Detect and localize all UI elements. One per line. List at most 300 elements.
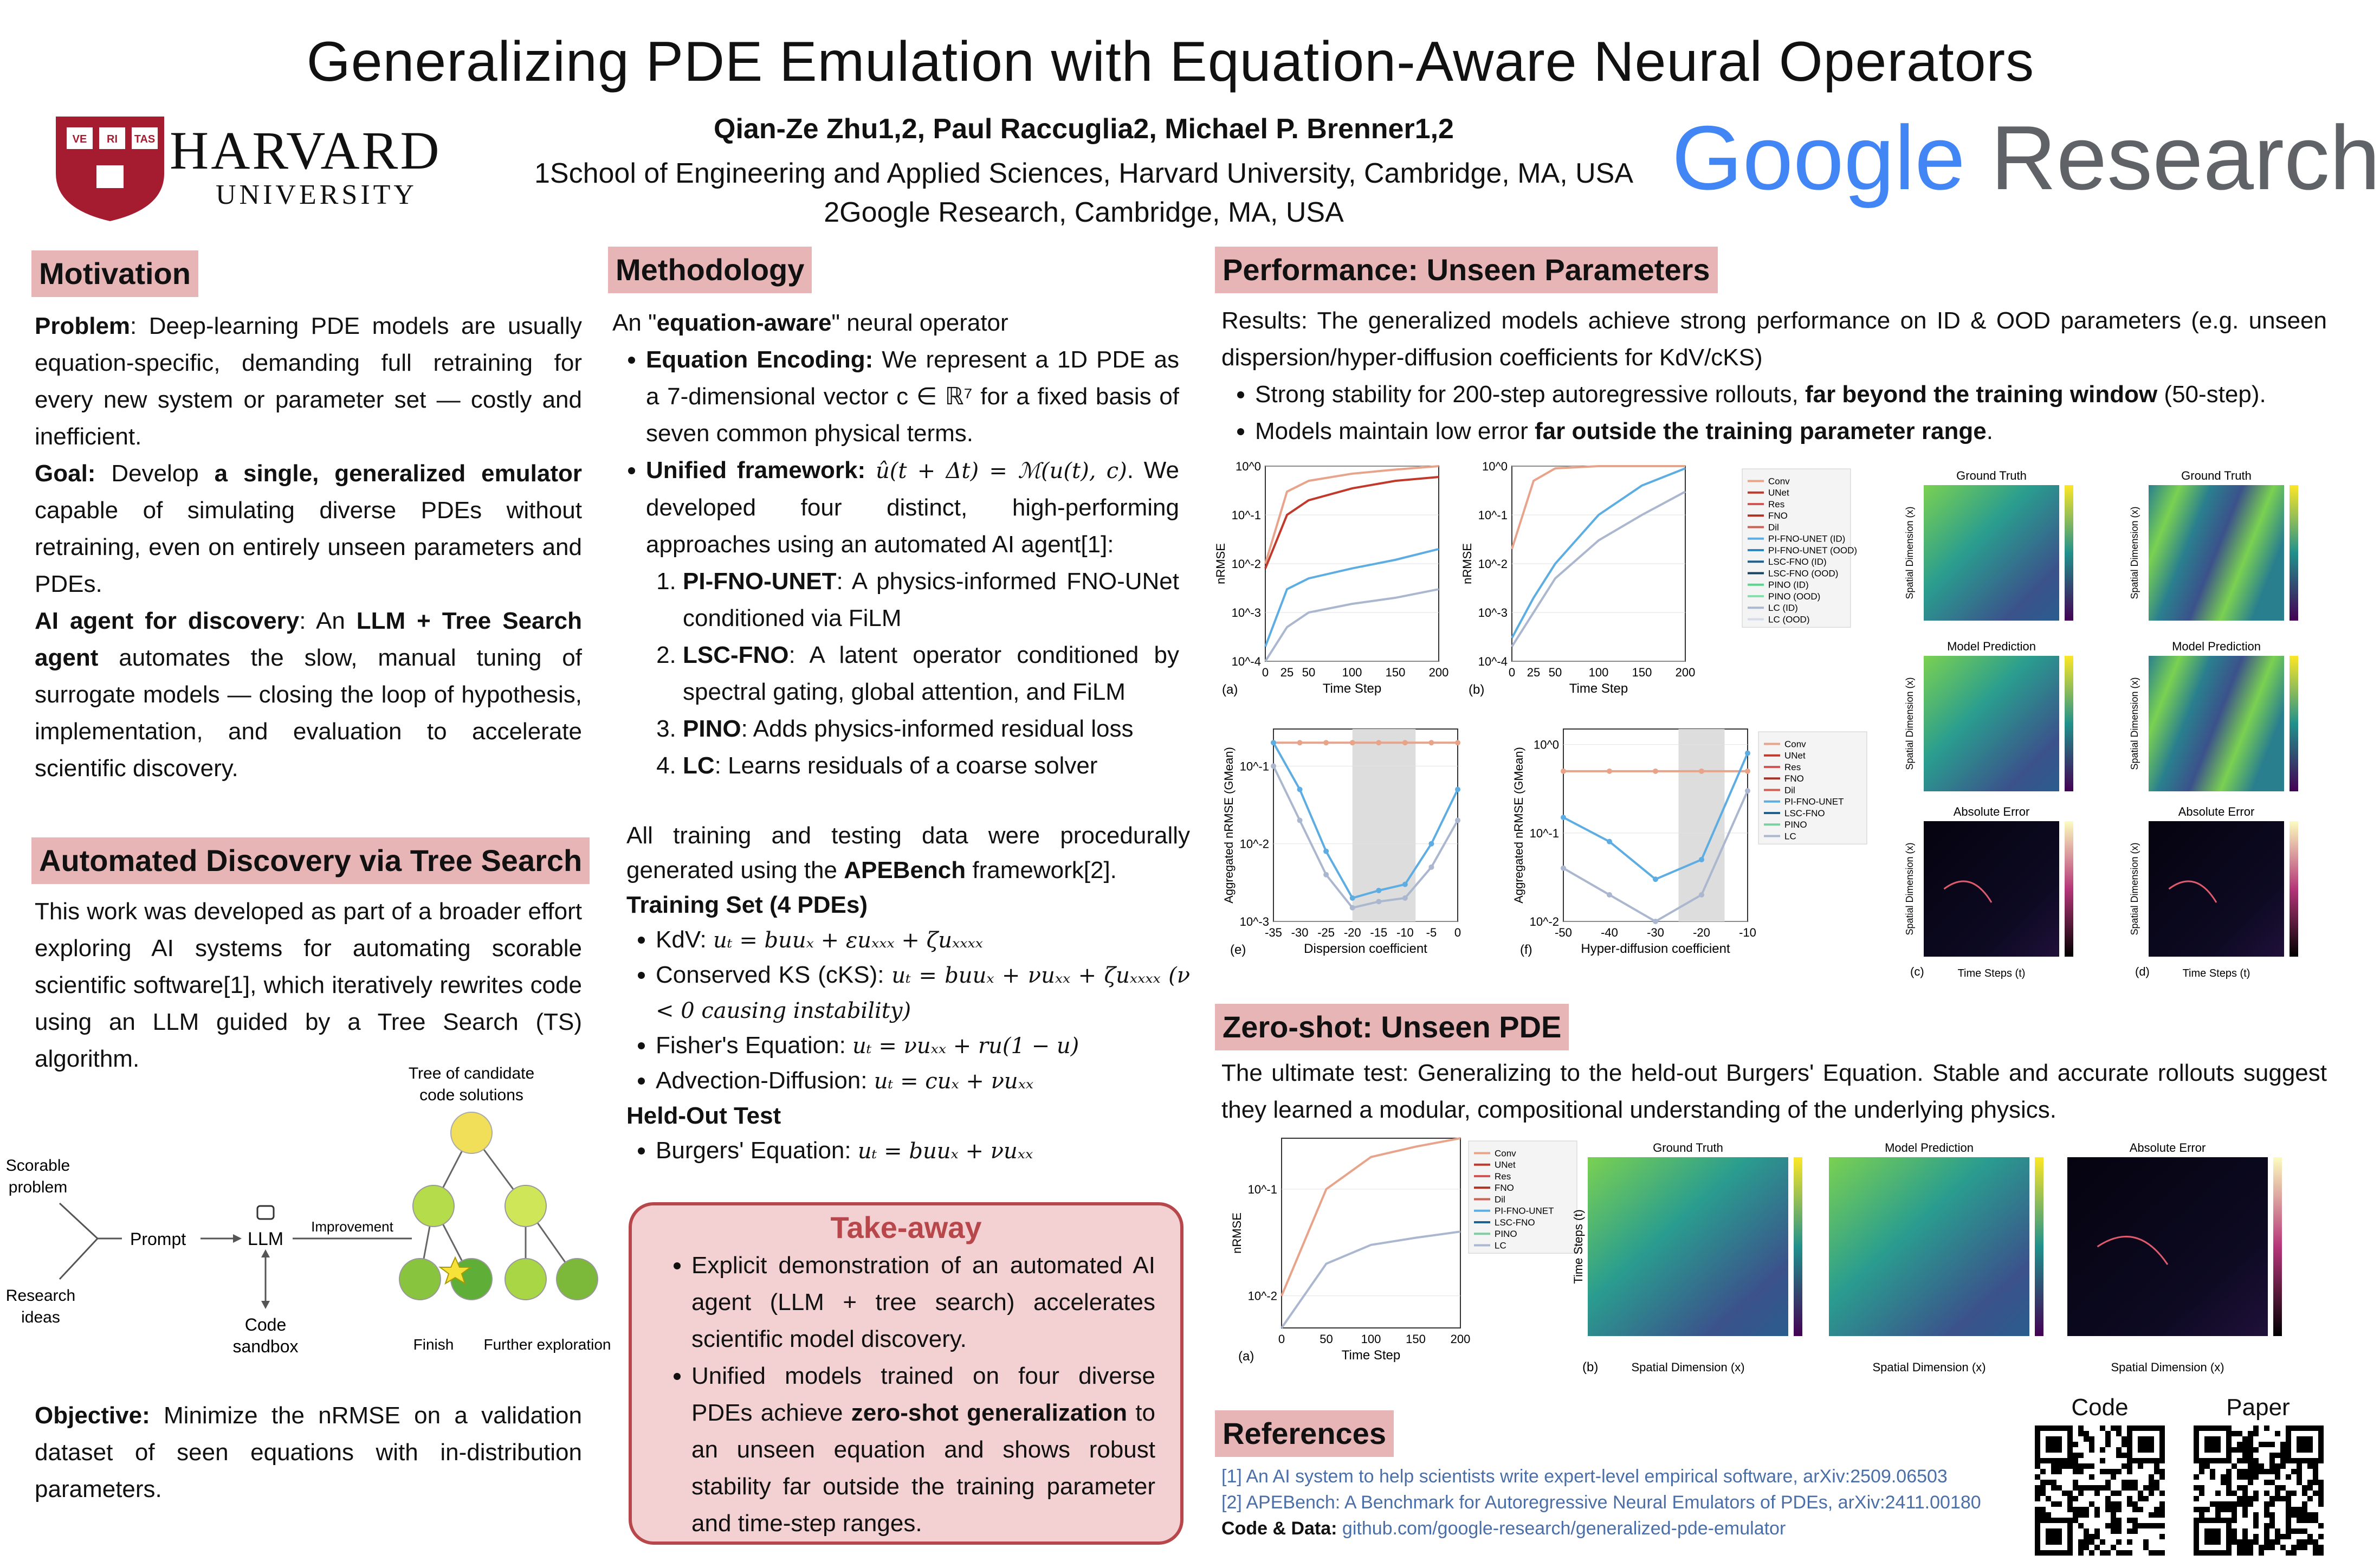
code-link[interactable]: github.com/google-research/generalized-pde-emulator: [1342, 1518, 1786, 1539]
tree-node: [505, 1185, 546, 1227]
qr-module: [2122, 1453, 2127, 1458]
qr-module: [2035, 1512, 2040, 1518]
zeroshot-text: The ultimate test: Generalizing to the held-out Burgers' Equation. Stable and accurate rollouts suggest they learned a modular, compositional understanding of the underlying physics.: [1221, 1060, 2327, 1123]
qr-module: [2100, 1539, 2105, 1545]
qr-module: [2275, 1431, 2280, 1436]
qr-module: [2269, 1442, 2275, 1447]
qr-module: [2040, 1469, 2046, 1474]
qr-module: [2248, 1496, 2253, 1501]
qr-module: [2242, 1469, 2248, 1474]
qr-module: [2127, 1469, 2132, 1474]
qr-module: [2237, 1474, 2242, 1480]
qr-module: [2307, 1539, 2313, 1545]
qr-module: [2318, 1480, 2324, 1485]
qr-module: [2307, 1518, 2313, 1523]
data-point: [1376, 740, 1381, 745]
panel-label: (c): [1910, 965, 1924, 978]
qr-module: [2286, 1474, 2291, 1480]
qr-module: [2275, 1474, 2280, 1480]
qr-module: [2269, 1545, 2275, 1550]
qr-module: [2210, 1469, 2215, 1474]
qr-module: [2127, 1528, 2132, 1534]
qr-module: [2237, 1545, 2242, 1550]
qr-module: [2159, 1491, 2165, 1496]
google-research-logo: [1672, 106, 2380, 209]
qr-module: [2149, 1512, 2154, 1518]
x-axis-label: Spatial Dimension (x): [1872, 1360, 1986, 1374]
agent-label: AI agent for discovery: [35, 608, 300, 634]
svg-text:VE: VE: [72, 133, 87, 145]
qr-module: [2253, 1496, 2259, 1501]
approach-name: LC: [683, 752, 715, 779]
goal-label: Goal:: [35, 460, 96, 487]
qr-module: [2105, 1442, 2111, 1447]
legend-box: [1758, 732, 1867, 844]
qr-module: [2237, 1442, 2242, 1447]
references-heading: References: [1215, 1410, 1394, 1457]
tree-node: [557, 1259, 598, 1300]
heatmap: [2149, 640, 2298, 791]
heatmap: [1829, 1141, 2043, 1336]
qr-module: [2084, 1463, 2089, 1469]
y-axis-label: Spatial Dimension (x): [1904, 677, 1915, 770]
qr-finder-core: [2204, 1436, 2221, 1453]
qr-module: [2073, 1496, 2078, 1501]
list-item: [683, 711, 1179, 747]
qr-module: [2242, 1512, 2248, 1518]
qr-module: [2242, 1436, 2248, 1442]
tree-search-diagram: [0, 1062, 618, 1366]
approach-desc: : Learns residuals of a coarse solver: [714, 752, 1098, 779]
colorbar: [2065, 821, 2073, 957]
qr-module: [2291, 1491, 2297, 1496]
qr-module: [2269, 1469, 2275, 1474]
qr-module: [2127, 1480, 2132, 1485]
training-range-band: [1353, 729, 1416, 921]
qr-module: [2307, 1485, 2313, 1491]
heatmap: [2149, 805, 2298, 957]
qr-module: [2127, 1518, 2132, 1523]
qr-module: [2100, 1425, 2105, 1431]
qr-module: [2132, 1501, 2138, 1507]
qr-module: [2154, 1507, 2159, 1512]
qr-module: [2138, 1507, 2143, 1512]
qr-module: [2264, 1534, 2269, 1539]
qr-module: [2226, 1491, 2232, 1496]
qr-module: [2138, 1496, 2143, 1501]
problem-label: Problem: [35, 313, 131, 339]
qr-module: [2302, 1528, 2307, 1534]
qr-module: [2297, 1507, 2302, 1512]
x-tick-label: -20: [1343, 926, 1361, 939]
agent-bold: LLM + Tree Search agent: [35, 608, 582, 671]
qr-module: [2094, 1491, 2100, 1496]
eq-formula: uₜ = νuₓₓ + ru(1 − u): [852, 1034, 1079, 1059]
x-tick-label: -5: [1426, 926, 1437, 939]
y-tick-label: 10^-1: [1478, 508, 1508, 522]
bullet-post: .: [1986, 418, 1993, 444]
finish-label: Finish: [413, 1336, 454, 1353]
qr-module: [2264, 1501, 2269, 1507]
data-point: [1455, 818, 1460, 823]
qr-module: [2248, 1436, 2253, 1442]
qr-module: [2199, 1512, 2204, 1518]
encoding-bullet: [646, 341, 1179, 452]
x-tick-label: -50: [1555, 926, 1572, 939]
bullet-pre: Models maintain low error: [1255, 418, 1535, 444]
heatmap-image: [1924, 485, 2059, 621]
x-tick-label: -20: [1693, 926, 1710, 939]
qr-module: [2275, 1491, 2280, 1496]
takeaway-b2-post: to an unseen equation and shows robust stability far outside the training parameter and time-step ranges.: [691, 1399, 1155, 1537]
qr-module: [2215, 1491, 2221, 1496]
qr-module: [2116, 1469, 2122, 1474]
qr-module: [2078, 1463, 2084, 1469]
zeroshot-plots: [1214, 1133, 2341, 1382]
qr-module: [2318, 1491, 2324, 1496]
encoding-text: We represent a 1D PDE as a 7-dimensional vector c ∈ ℝ⁷ for a fixed basis of seven common physical terms.: [646, 346, 1179, 447]
reference-1[interactable]: [1] An AI system to help scientists write expert-level empirical software, arXiv:2509.06503: [1221, 1466, 1948, 1487]
data-bold: APEBench: [844, 857, 966, 883]
qr-module: [2078, 1431, 2084, 1436]
qr-module: [2226, 1485, 2232, 1491]
qr-module: [2253, 1512, 2259, 1518]
data-point: [1402, 740, 1408, 745]
x-tick-label: 200: [1675, 666, 1696, 679]
qr-module: [2078, 1485, 2084, 1491]
heatmap: [1924, 469, 2073, 621]
qr-module: [2035, 1474, 2040, 1480]
qr-module: [2138, 1463, 2143, 1469]
heatmap: [1924, 805, 2073, 957]
x-tick-label: 100: [1361, 1332, 1381, 1346]
qr-module: [2237, 1550, 2242, 1556]
qr-module: [2313, 1463, 2318, 1469]
y-axis-label: Spatial Dimension (x): [2129, 842, 2140, 936]
qr-module: [2221, 1474, 2226, 1480]
reference-2[interactable]: [2] APEBench: A Benchmark for Autoregressive Neural Emulators of PDEs, arXiv:2411.00180: [1221, 1492, 1981, 1513]
takeaway-heading: Take-away: [830, 1210, 982, 1244]
qr-code-icon[interactable]: [2035, 1425, 2165, 1556]
qr-module: [2259, 1550, 2264, 1556]
qr-module: [2248, 1442, 2253, 1447]
framework-label: Unified framework:: [646, 457, 866, 483]
heatmap-image: [1588, 1157, 1788, 1336]
legend-entry: Dil: [1784, 785, 1795, 796]
x-tick-label: -30: [1291, 926, 1309, 939]
qr-module: [2154, 1550, 2159, 1556]
qr-module: [2232, 1463, 2237, 1469]
y-axis-label: nRMSE: [1214, 543, 1227, 584]
data-point: [1607, 769, 1612, 774]
qr-module: [2280, 1463, 2286, 1469]
qr-module: [2149, 1480, 2154, 1485]
x-tick-label: 0: [1508, 666, 1516, 679]
x-tick-label: 150: [1632, 666, 1652, 679]
data-point: [1699, 857, 1704, 862]
qr-module: [2291, 1528, 2297, 1534]
data-point: [1323, 849, 1329, 854]
qr-module: [2302, 1485, 2307, 1491]
qr-module: [2084, 1534, 2089, 1539]
research-word: Research: [1990, 107, 2380, 209]
qr-module: [2078, 1545, 2084, 1550]
qr-module: [2297, 1469, 2302, 1474]
qr-module: [2242, 1534, 2248, 1539]
qr-module: [2078, 1469, 2084, 1474]
qr-module: [2154, 1512, 2159, 1518]
heatmap-image: [2149, 656, 2284, 791]
performance-plots: [1214, 455, 2341, 986]
panel-label: (a): [1238, 1349, 1254, 1364]
x-tick-label: 50: [1320, 1332, 1333, 1346]
colorbar: [2290, 656, 2298, 791]
y-axis-label: Time Steps (t): [1571, 1209, 1585, 1284]
qr-module: [2132, 1480, 2138, 1485]
agent-pre: : An: [299, 608, 357, 634]
qr-module: [2280, 1447, 2286, 1453]
data-pre: All training and testing data were procedurally generated using the: [626, 822, 1190, 883]
qr-module: [2062, 1463, 2067, 1469]
qr-module: [2154, 1485, 2159, 1491]
further-exploration-label: Further exploration: [483, 1336, 611, 1353]
qr-module: [2242, 1458, 2248, 1463]
qr-module: [2089, 1539, 2094, 1545]
qr-module: [2221, 1507, 2226, 1512]
discovery-heading: Automated Discovery via Tree Search: [31, 837, 590, 884]
takeaway-bullet-2: [691, 1358, 1155, 1542]
qr-module: [2297, 1545, 2302, 1550]
qr-module: [2127, 1550, 2132, 1556]
x-tick-label: 50: [1548, 666, 1562, 679]
qr-module: [2237, 1458, 2242, 1463]
legend-entry: PINO (OOD): [1768, 591, 1821, 602]
tree-node: [505, 1259, 546, 1300]
qr-module: [2078, 1539, 2084, 1545]
qr-module: [2154, 1463, 2159, 1469]
qr-module: [2237, 1485, 2242, 1491]
qr-module: [2105, 1480, 2111, 1485]
qr-module: [2040, 1485, 2046, 1491]
legend-entry: PINO: [1784, 820, 1807, 830]
qr-module: [2242, 1539, 2248, 1545]
y-tick-label: 10^-3: [1239, 915, 1269, 928]
line-plot: [1214, 460, 1448, 697]
qr-module: [2089, 1442, 2094, 1447]
panel-label: (e): [1230, 943, 1246, 957]
qr-module: [2084, 1507, 2089, 1512]
data-point: [1297, 818, 1303, 823]
robot-icon: [257, 1206, 274, 1219]
qr-module: [2105, 1523, 2111, 1528]
qr-module: [2291, 1512, 2297, 1518]
qr-module: [2232, 1431, 2237, 1436]
qr-module: [2089, 1436, 2094, 1442]
qr-finder-core: [2297, 1436, 2313, 1453]
qr-module: [2269, 1539, 2275, 1545]
line-plot: [1512, 729, 1756, 957]
qr-module: [2111, 1507, 2116, 1512]
methodology-body: [612, 305, 1179, 784]
takeaway-bullet-1: • Explicit demonstration of an automated AI agent (LLM + tree search) accelerates scientific model discovery.: [691, 1247, 1155, 1358]
qr-module: [2111, 1523, 2116, 1528]
data-point: [1699, 892, 1704, 898]
qr-module: [2116, 1491, 2122, 1496]
qr-module: [2221, 1501, 2226, 1507]
legend-entry: FNO: [1768, 511, 1788, 521]
qr-module: [2127, 1463, 2132, 1469]
qr-module: [2084, 1436, 2089, 1442]
data-point: [1745, 788, 1750, 794]
qr-module: [2159, 1550, 2165, 1556]
qr-module: [2073, 1458, 2078, 1463]
qr-module: [2199, 1485, 2204, 1491]
qr-module: [2127, 1501, 2132, 1507]
qr-module: [2275, 1496, 2280, 1501]
y-axis-label: Spatial Dimension (x): [1904, 506, 1915, 599]
qr-module: [2264, 1480, 2269, 1485]
qr-module: [2259, 1545, 2264, 1550]
methodology-heading: Methodology: [608, 247, 812, 293]
qr-module: [2056, 1469, 2062, 1474]
qr-module: [2232, 1491, 2237, 1496]
qr-module: [2307, 1480, 2313, 1485]
data-point: [1376, 888, 1381, 893]
qr-module: [2094, 1528, 2100, 1534]
qr-module: [2275, 1453, 2280, 1458]
qr-module: [2067, 1496, 2073, 1501]
qr-module: [2264, 1469, 2269, 1474]
qr-module: [2297, 1480, 2302, 1485]
qr-module: [2253, 1431, 2259, 1436]
qr-module: [2302, 1539, 2307, 1545]
qr-module: [2286, 1550, 2291, 1556]
objective-text: Minimize the nRMSE on a validation dataset of seen equations with in-distribution parameters.: [35, 1402, 582, 1502]
qr-module: [2318, 1545, 2324, 1550]
heatmap-title: Absolute Error: [1953, 805, 2030, 818]
qr-module: [2232, 1539, 2237, 1545]
heatmap-title: Ground Truth: [2181, 469, 2252, 482]
legend-entry: PINO (ID): [1768, 579, 1809, 590]
x-tick-label: -25: [1317, 926, 1335, 939]
qr-module: [2122, 1463, 2127, 1469]
qr-module: [2318, 1485, 2324, 1491]
list-item: [656, 958, 1190, 1028]
heatmap-image: [1829, 1157, 2029, 1336]
qr-module: [2237, 1431, 2242, 1436]
approach-desc: : A physics-informed FNO-UNet conditioned via FiLM: [683, 568, 1179, 631]
data-point: [1271, 763, 1276, 769]
qr-module: [2242, 1528, 2248, 1534]
qr-module: [2089, 1447, 2094, 1453]
qr-module: [2127, 1485, 2132, 1491]
qr-module: [2084, 1545, 2089, 1550]
qr-paper-icon[interactable]: [2194, 1425, 2324, 1556]
llm-label: LLM: [247, 1229, 284, 1249]
x-axis-label: Time Steps (t): [1957, 967, 2026, 979]
affiliation-1: 1School of Engineering and Applied Sciences, Harvard University, Cambridge, MA, USA: [534, 158, 1634, 189]
framework-text: . We developed four distinct, high-performing approaches using an automated AI agent[1]:: [646, 457, 1179, 558]
qr-module: [2138, 1491, 2143, 1496]
qr-module: [2280, 1485, 2286, 1491]
qr-module: [2159, 1523, 2165, 1528]
qr-finder-core: [2138, 1436, 2154, 1453]
y-tick-label: 10^0: [1482, 460, 1508, 473]
discovery-text: This work was developed as part of a broader effort exploring AI systems for automating scorable scientific software[1], which iteratively rewrites code using an LLM guided by a Tree Search (TS) algorithm.: [35, 898, 582, 1072]
eq-formula: uₜ = cuₓ + νuₓₓ: [874, 1069, 1034, 1094]
data-point: [1745, 751, 1750, 756]
qr-module: [2302, 1507, 2307, 1512]
qr-finder-core: [2204, 1528, 2221, 1545]
qr-module: [2127, 1539, 2132, 1545]
data-point: [1561, 815, 1566, 820]
legend-entry: LC: [1495, 1240, 1506, 1251]
qr-module: [2143, 1523, 2149, 1528]
qr-module: [2194, 1507, 2199, 1512]
qr-module: [2116, 1528, 2122, 1534]
tree-label-line1: Tree of candidate: [408, 1065, 535, 1082]
qr-module: [2242, 1501, 2248, 1507]
qr-module: [2040, 1480, 2046, 1485]
y-tick-label: 10^-1: [1247, 1182, 1277, 1196]
qr-module: [2154, 1469, 2159, 1474]
qr-module: [2297, 1528, 2302, 1534]
qr-module: [2275, 1534, 2280, 1539]
qr-module: [2067, 1501, 2073, 1507]
qr-module: [2302, 1491, 2307, 1496]
qr-module: [2237, 1447, 2242, 1453]
zeroshot-figure: [1214, 1133, 2341, 1382]
x-tick-label: 150: [1385, 666, 1406, 679]
scorable-problem-line1: Scorable: [5, 1157, 70, 1175]
qr-module: [2051, 1501, 2056, 1507]
list-item: [1255, 376, 2327, 413]
x-axis-label: Dispersion coefficient: [1304, 941, 1427, 956]
code-sandbox-line1: Code: [244, 1315, 287, 1334]
qr-module: [2318, 1550, 2324, 1556]
qr-module: [2253, 1534, 2259, 1539]
qr-module: [2078, 1491, 2084, 1496]
qr-module: [2280, 1545, 2286, 1550]
qr-module: [2237, 1469, 2242, 1474]
list-item: [1255, 413, 2327, 450]
qr-module: [2313, 1469, 2318, 1474]
qr-module: [2073, 1518, 2078, 1523]
qr-module: [2286, 1496, 2291, 1501]
qr-module: [2248, 1447, 2253, 1453]
qr-module: [2248, 1539, 2253, 1545]
data-point: [1402, 895, 1408, 901]
goal-pre: Develop: [95, 460, 215, 487]
x-tick-label: 25: [1527, 666, 1541, 679]
qr-module: [2199, 1469, 2204, 1474]
qr-module: [2302, 1545, 2307, 1550]
qr-module: [2105, 1550, 2111, 1556]
legend-entry: LSC-FNO: [1784, 808, 1825, 818]
tree-node: [399, 1259, 441, 1300]
eq-label: Burgers' Equation:: [656, 1137, 858, 1164]
qr-module: [2232, 1512, 2237, 1518]
x-tick-label: -35: [1265, 926, 1282, 939]
qr-module: [2159, 1512, 2165, 1518]
eq-label: Advection-Diffusion:: [656, 1067, 874, 1094]
heatmap-title: Model Prediction: [1885, 1141, 1974, 1154]
qr-module: [2210, 1501, 2215, 1507]
qr-module: [2259, 1469, 2264, 1474]
bullet-bold: far beyond the training window: [1805, 381, 2158, 408]
qr-module: [2318, 1496, 2324, 1501]
qr-module: [2078, 1523, 2084, 1528]
